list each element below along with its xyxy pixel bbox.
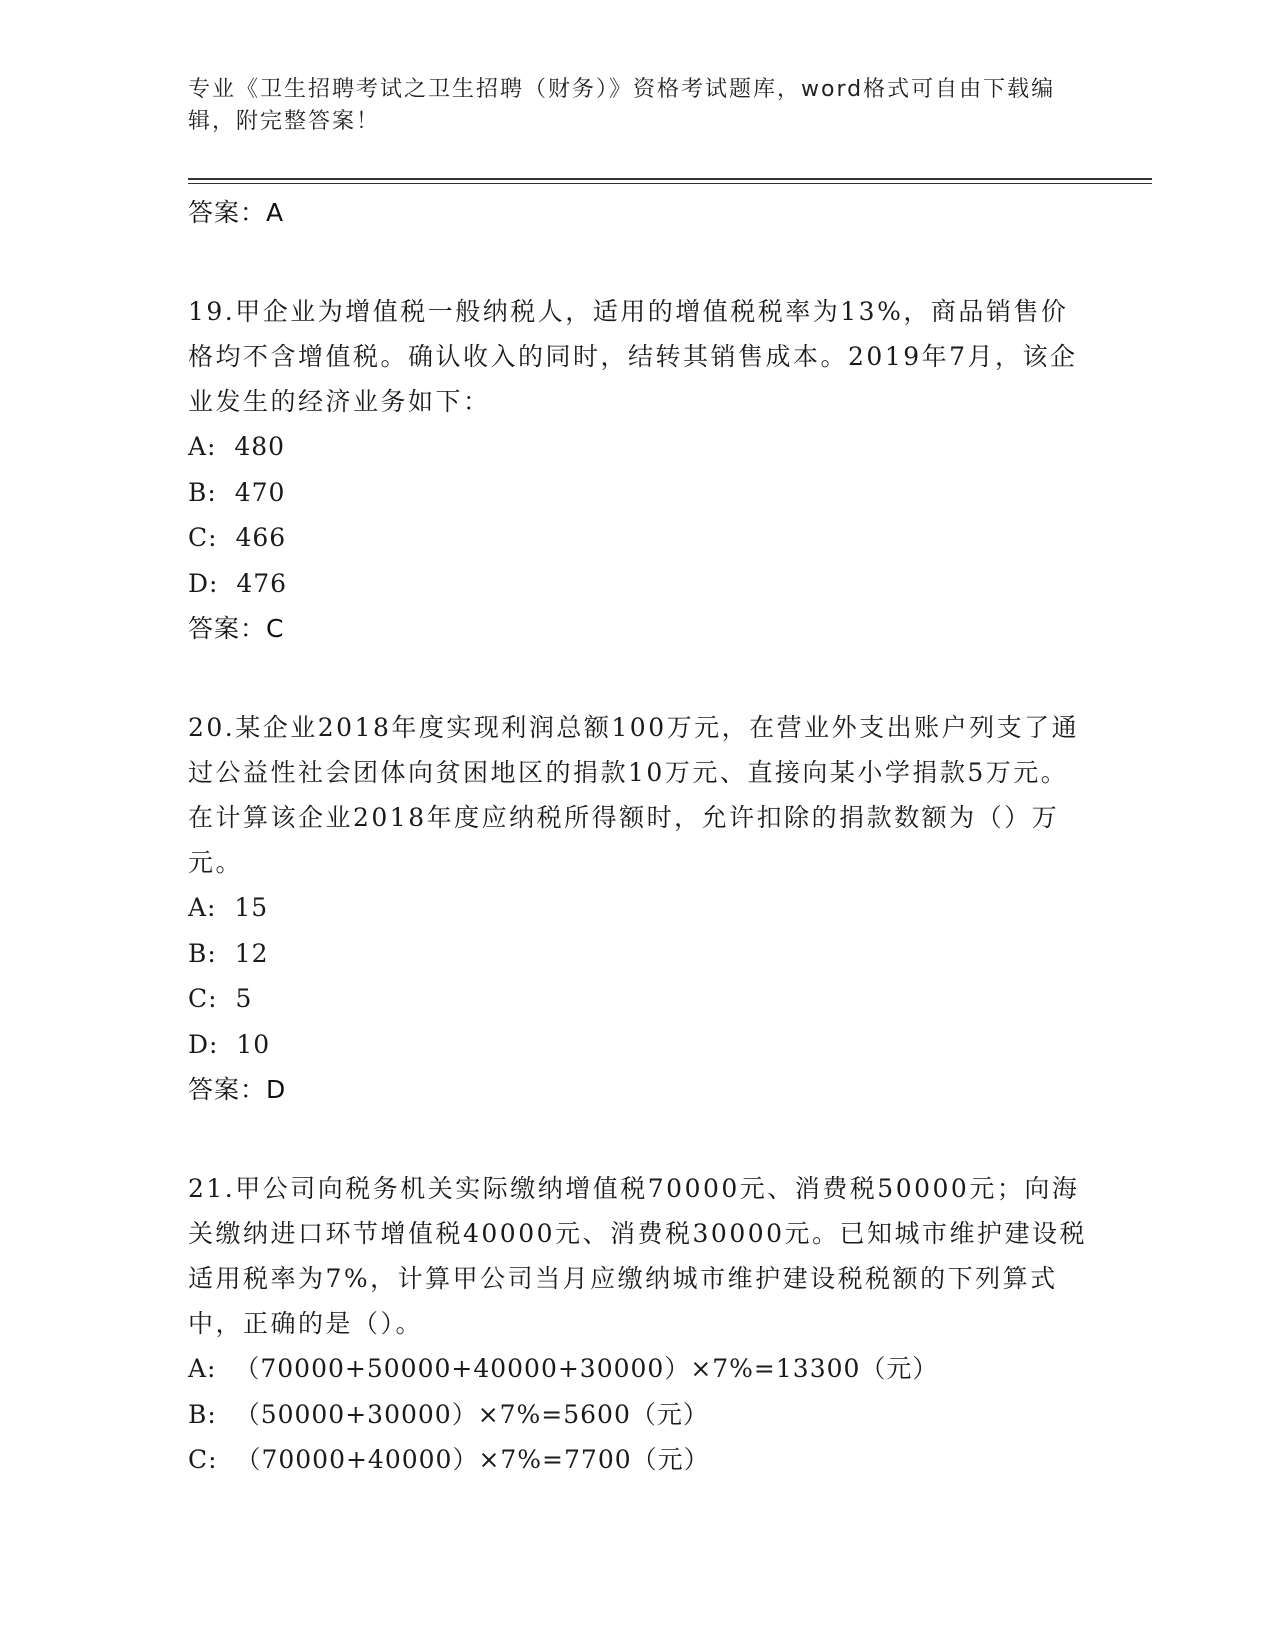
option-c: C: 5 — [188, 984, 253, 1013]
option-a: A: （70000+50000+40000+30000）×7%=13300（元） — [188, 1354, 939, 1383]
option-d: D: 476 — [188, 568, 288, 598]
document-header: 专业《卫生招聘考试之卫生招聘（财务）》资格考试题库，word格式可自由下载编辑，附完整答案！ — [188, 77, 1056, 134]
question-block-19 — [188, 289, 1088, 651]
option-b: B: （50000+30000）×7%=5600（元） — [188, 1399, 709, 1429]
answer-line: 答案：D — [188, 1075, 287, 1104]
question-text: 20.某企业2018年度实现利润总额100万元，在营业外支出账户列支了通过公益性社会团体向贫困地区的捐款10万元、直接向某小学捐款5万元。在计算该企业2018年度应纳税所得额时，允许扣除的捐款数额为（）万元。 — [188, 713, 1080, 877]
header-divider-thin — [188, 183, 1152, 184]
option-b: B: 470 — [188, 477, 286, 507]
question-text: 21.甲公司向税务机关实际缴纳增值税70000元、消费税50000元；向海关缴纳进口环节增值税40000元、消费税30000元。已知城市维护建设税适用税率为7%，计算甲公司当月应缴纳城市维护建设税税额的下列算式中，正确的是（）。 — [188, 1174, 1088, 1338]
answer-line: 答案：A — [188, 198, 285, 227]
document-body — [188, 190, 1088, 1483]
header-divider — [188, 178, 1152, 180]
option-c: C: 466 — [188, 523, 287, 552]
question-block-21 — [188, 1166, 1088, 1483]
option-a: A: 480 — [188, 432, 286, 461]
option-b: B: 12 — [188, 938, 269, 968]
option-c: C: （70000+40000）×7%=7700（元） — [188, 1445, 710, 1474]
answer-line: 答案：C — [188, 614, 285, 643]
question-block-20 — [188, 705, 1088, 1112]
question-text: 19.甲企业为增值税一般纳税人，适用的增值税税率为13%，商品销售价格均不含增值税。确认收入的同时，结转其销售成本。2019年7月，该企业发生的经济业务如下： — [188, 297, 1078, 416]
option-a: A: 15 — [188, 893, 269, 922]
option-d: D: 10 — [188, 1029, 271, 1059]
